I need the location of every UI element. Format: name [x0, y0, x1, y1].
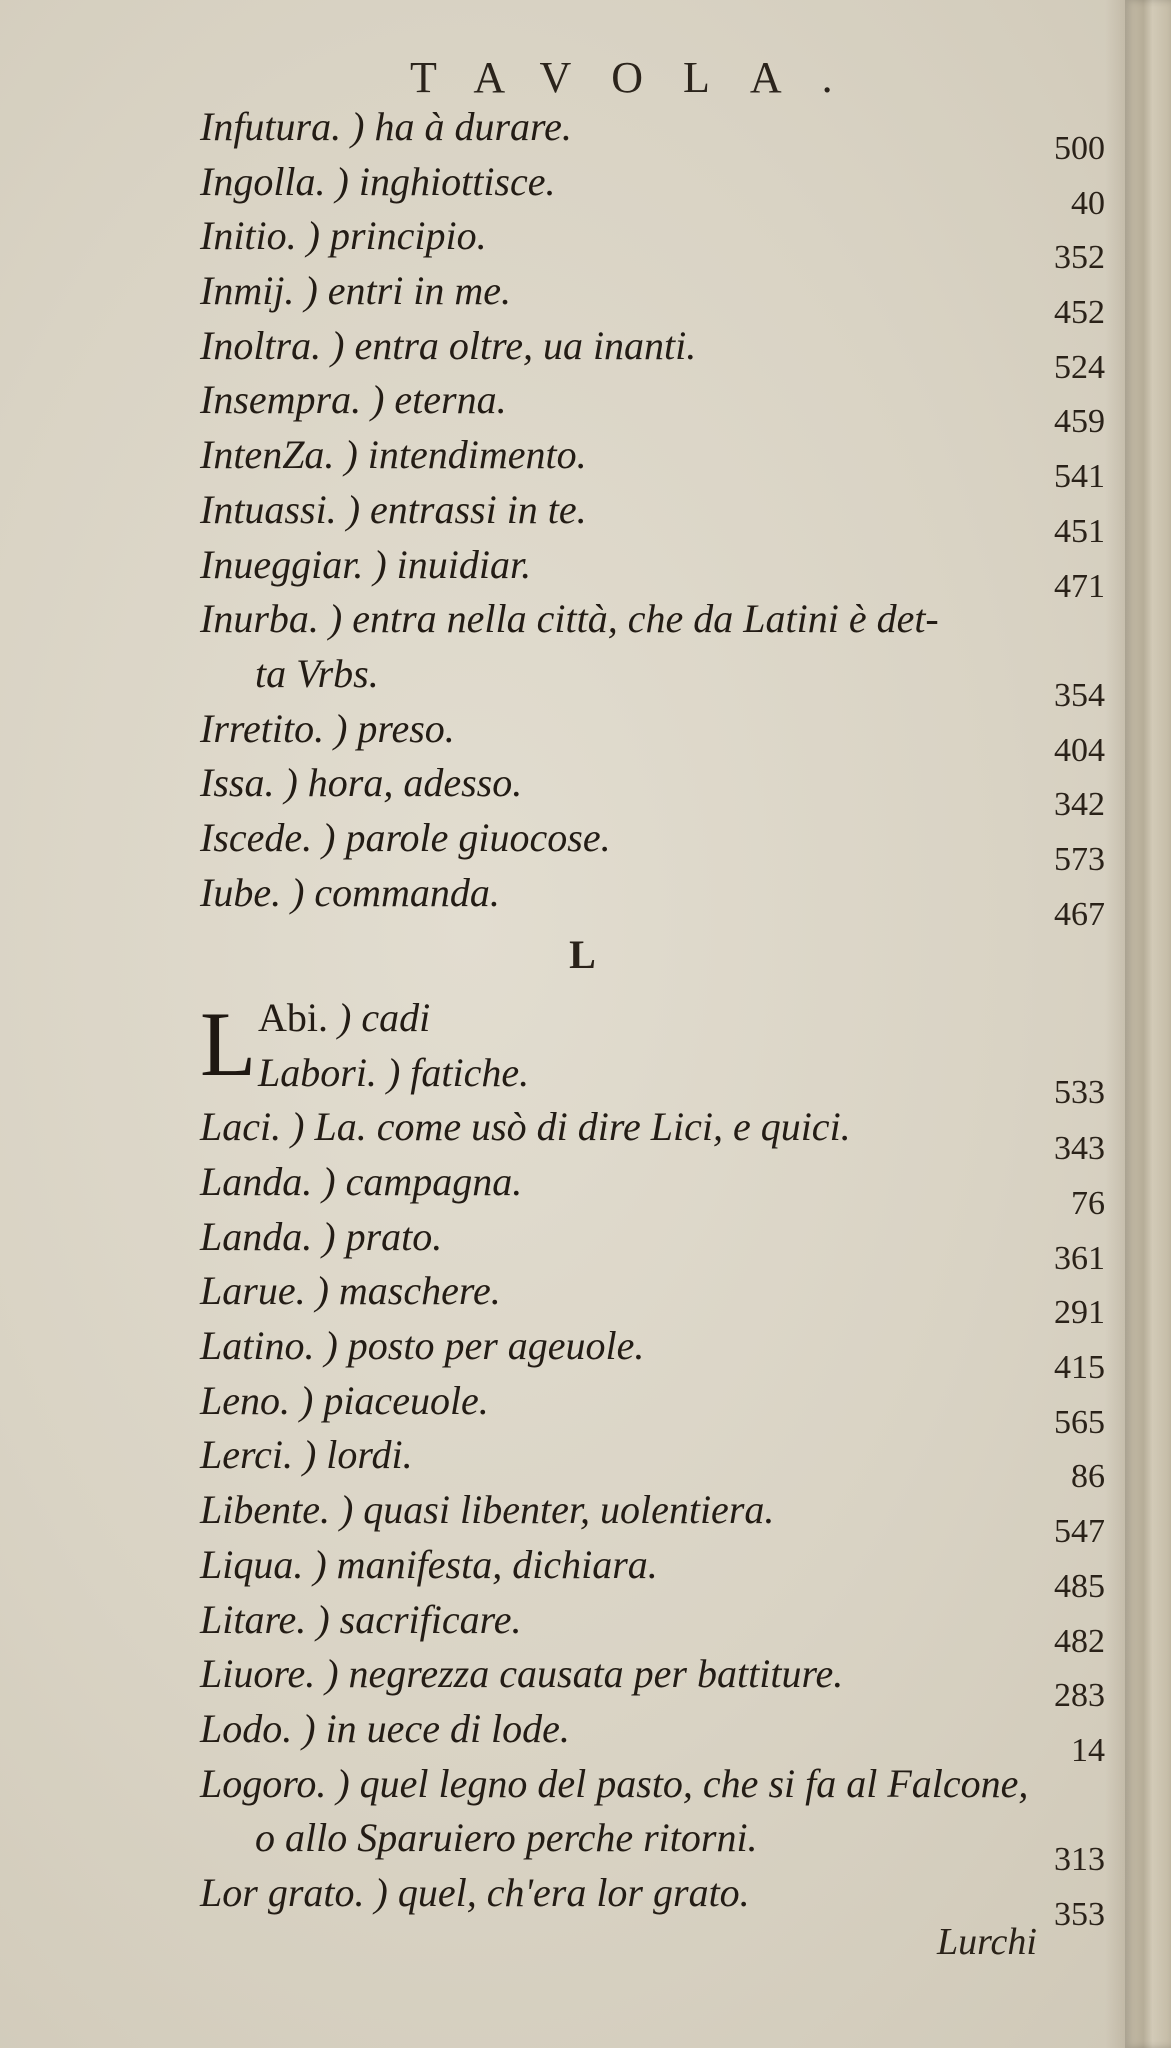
entry-term: Inmij.	[200, 268, 295, 314]
index-entry	[200, 756, 1105, 824]
entry-term: Iscede.	[200, 814, 313, 860]
entry-definition: ) manifesta, dichiara.	[313, 1541, 658, 1587]
entry-definition: ) entra oltre, ua inanti.	[331, 322, 697, 368]
index-entry	[200, 538, 1105, 605]
index-entry-continuation	[200, 1811, 1105, 1879]
index-entry	[200, 1593, 1105, 1660]
index-entry	[200, 155, 1105, 222]
entry-page-number: 541	[1054, 458, 1105, 496]
entry-page-number: 573	[1054, 840, 1105, 878]
entry-definition: ) inuidiar.	[373, 541, 532, 587]
entry-page-number: 361	[1054, 1239, 1105, 1277]
index-entry	[200, 1374, 1105, 1441]
entry-definition: ) in uece di lode.	[302, 1705, 570, 1751]
entry-page-number: 342	[1054, 786, 1105, 824]
entry-term: Intuassi.	[200, 486, 337, 532]
entry-term: Inueggiar.	[200, 541, 364, 587]
entry-page-number: 352	[1054, 239, 1105, 277]
index-entry	[200, 1210, 1105, 1277]
entry-term: Lodo.	[200, 1705, 293, 1751]
entry-definition: ) negrezza causata per battiture.	[325, 1651, 844, 1697]
entry-term: Lerci.	[200, 1432, 293, 1478]
entry-page-number: 86	[1071, 1458, 1105, 1496]
entry-page-number: 485	[1054, 1567, 1105, 1605]
next-page-edge	[1125, 0, 1171, 2048]
entry-definition: ) quasi libenter, uolentiera.	[339, 1487, 775, 1533]
index-entry	[200, 319, 1105, 386]
index-entry	[200, 1702, 1105, 1769]
entry-page-number: 404	[1054, 731, 1105, 769]
index-entry	[200, 1155, 1105, 1222]
entry-definition: o allo Sparuiero perche ritorni.	[255, 1815, 758, 1861]
entry-page-number: 459	[1054, 403, 1105, 441]
entry-definition: ) La. come usò di dire Lici, e quici.	[291, 1104, 851, 1150]
index-entry	[200, 428, 1105, 496]
catchword: Lurchi	[937, 1921, 1037, 1963]
index-entry	[200, 811, 1105, 878]
entry-page-number: 354	[1054, 676, 1105, 714]
entry-page-number: 467	[1054, 895, 1105, 933]
entry-term: Libente.	[200, 1487, 330, 1533]
entry-definition: ) lordi.	[302, 1432, 413, 1478]
index-entry	[200, 1866, 1105, 1933]
entry-page-number: 500	[1054, 130, 1105, 167]
index-entry	[200, 1319, 1105, 1387]
index-entry	[200, 866, 1105, 933]
entry-term: Lor grato.	[200, 1869, 365, 1915]
entry-definition: ) sacrificare.	[316, 1596, 522, 1642]
entry-definition: ) preso.	[334, 705, 455, 751]
entry-term: Litare.	[200, 1596, 307, 1642]
drop-entry-line-2	[258, 1045, 529, 1100]
entry-definition: ) posto per ageuole.	[324, 1323, 645, 1369]
entry-page-number: 353	[1054, 1895, 1105, 1933]
index-entry	[200, 100, 1105, 167]
entry-definition: ) ha à durare.	[351, 104, 572, 149]
entry-page-number: 451	[1054, 512, 1105, 550]
entry-term: Latino.	[200, 1323, 315, 1369]
entry-term: Issa.	[200, 760, 275, 806]
entry-term: Infutura.	[200, 104, 342, 149]
index-entry-continuation	[200, 647, 1105, 714]
entry-definition: ) campagna.	[322, 1159, 523, 1204]
entry-term: Liqua.	[200, 1541, 304, 1587]
entry-term: IntenZa.	[200, 432, 335, 478]
entry-term: Logoro.	[200, 1760, 327, 1806]
entry-definition: ) fatiche.	[386, 1050, 530, 1096]
entry-term: Liuore.	[200, 1651, 316, 1697]
entry-term: Initio.	[200, 213, 297, 259]
index-entry	[200, 1538, 1105, 1605]
entry-page-number: 565	[1054, 1403, 1105, 1441]
entry-page-number: 343	[1054, 1130, 1105, 1168]
letter-heading: L	[569, 932, 596, 978]
page-gutter-shadow	[1105, 0, 1125, 2048]
entry-page-number: 415	[1054, 1349, 1105, 1387]
drop-cap-letter: L	[200, 993, 257, 1096]
entry-term: Abi.	[258, 995, 328, 1041]
index-entry	[200, 209, 1105, 277]
entries-after-list	[200, 1100, 1105, 1933]
entry-definition: ) intendimento.	[344, 432, 587, 478]
index-entry	[200, 1647, 1105, 1715]
entry-term: Irretito.	[200, 705, 325, 751]
entry-page-number: 533	[1054, 1074, 1105, 1112]
entry-definition: ) commanda.	[291, 869, 500, 915]
entry-page-number: 547	[1054, 1513, 1105, 1551]
entry-definition: ) prato.	[322, 1213, 443, 1259]
index-entry	[200, 702, 1105, 769]
drop-cap-entry	[200, 990, 1105, 1112]
entry-page-number: 40	[1071, 184, 1105, 222]
entry-term: Leno.	[200, 1377, 290, 1423]
entry-definition: ) quel legno del pasto, che si fa al Falcone,	[336, 1760, 1029, 1806]
index-entries	[200, 100, 1105, 1933]
entry-term: Landa.	[200, 1159, 313, 1204]
entry-definition: ) parole giuocose.	[322, 814, 611, 860]
index-entry	[200, 1100, 1105, 1168]
index-entry	[200, 264, 1105, 332]
entry-term: Ingolla.	[200, 158, 326, 204]
entry-page-number: 14	[1071, 1731, 1105, 1769]
entry-term: Insempra.	[200, 377, 362, 423]
entry-page-number: 76	[1071, 1185, 1105, 1222]
entry-term: Iube.	[200, 869, 282, 915]
entry-page-number: 283	[1054, 1677, 1105, 1715]
entry-term: Landa.	[200, 1213, 313, 1259]
index-entry	[200, 592, 1105, 647]
entry-page-number: 313	[1054, 1841, 1105, 1879]
entry-term: Laci.	[200, 1104, 282, 1150]
entry-term: Inurba.	[200, 596, 319, 642]
entry-definition: ) quel, ch'era lor grato.	[374, 1869, 750, 1915]
entry-term: Labori.	[258, 1050, 377, 1096]
entry-definition: ) piaceuole.	[300, 1377, 489, 1423]
entry-page-number: 482	[1054, 1622, 1105, 1660]
index-entry	[200, 1757, 1105, 1812]
entry-page-number: 471	[1054, 567, 1105, 605]
index-entry	[200, 1264, 1105, 1332]
entry-term: Larue.	[200, 1268, 306, 1314]
entry-definition: ) entra nella città, che da Latini è det-	[328, 596, 939, 642]
running-header: TAVOLA.	[410, 53, 873, 102]
entry-definition: ) entrassi in te.	[346, 486, 587, 532]
entries-before-list	[200, 100, 1105, 933]
entry-definition: ) eterna.	[371, 377, 507, 423]
drop-entry-line-1	[258, 990, 430, 1045]
entry-definition: ) hora, adesso.	[284, 760, 523, 806]
entry-definition: ) maschere.	[315, 1268, 501, 1314]
entry-page-number: 452	[1054, 294, 1105, 332]
entry-definition: ) cadi	[338, 995, 431, 1041]
entry-definition: ) entri in me.	[304, 268, 512, 314]
entry-page-number: 291	[1054, 1294, 1105, 1332]
index-entry	[200, 1428, 1105, 1496]
entry-definition: ) principio.	[306, 213, 487, 259]
entry-definition: ) inghiottisce.	[335, 158, 556, 204]
entry-term: Inoltra.	[200, 322, 322, 368]
index-entry	[200, 483, 1105, 550]
entry-definition: ta Vrbs.	[255, 650, 379, 696]
index-entry	[200, 1483, 1105, 1551]
entry-page-number: 524	[1054, 348, 1105, 386]
index-entry	[200, 373, 1105, 441]
